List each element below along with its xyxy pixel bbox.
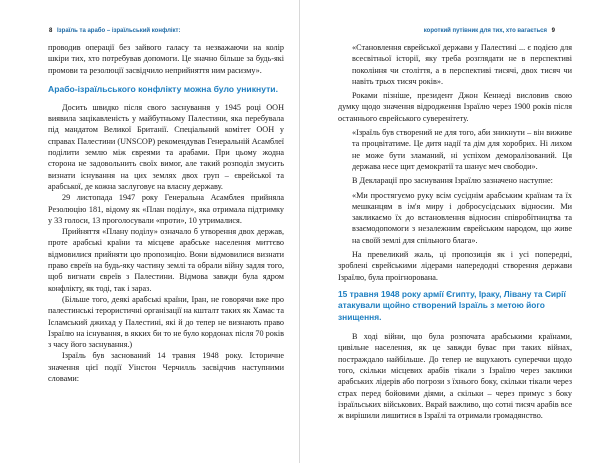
quote-text: «Ізраїль був створений не для того, аби зникнути – він виживе та процвітатиме. Це дитя надії та дім для хоробрих. Ні лихом не може бути зламаний, ні успіхом деморалізований. Ця держава несе щит демократії та шанує меч свободи».	[352, 128, 572, 171]
paragraph: В Декларації про заснування Ізраїлю зазначено наступне:	[352, 176, 553, 186]
right-page	[300, 0, 600, 463]
right-header-title: короткий путівник для тих, хто вагається	[423, 28, 547, 34]
quote-text: «Становлення єврейської держави у Палестині ... є подією для всесвітньої історії, яку треба розглядати не в перспективі покоління чи століття, а в перспективі тисячі, двох тисяч чи навіть трьох тисяч років».	[352, 43, 572, 86]
left-page-number: 8	[49, 28, 53, 34]
right-page-header	[424, 26, 558, 36]
paragraph: На превеликий жаль, ці пропозиція як і усі попередні, зроблені єврейськими лідерами напередодні створення держави Ізраїлю, була проігнорована.	[338, 250, 572, 282]
kennedy-quote	[338, 127, 572, 172]
paragraph: Прийняття «Плану поділу» означало б утворення двох держав, проте арабські країни та місцеве арабське населення миттєво відмовилися прийняти цю пропозицію. Вони відмовилися визнати право євреїв на будь-яку частину землі та обрали війну задля того, щоб вигнати євреїв з Палестини. Відмова завжди була ядром конфлікту, як тоді, так і зараз.	[48, 227, 284, 293]
quote-text: «Ми простягуємо руку всім сусіднім арабським країнам та їх мешканцям в ім'я миру і добросусідських відносин. Ми закликаємо їх до встановлення відносин співробітництва та взаємодопомоги з незалежним єврейським народом, що живе на своїй землі для спільного блага».	[352, 190, 572, 245]
left-page-header	[46, 26, 181, 36]
paragraph: 29 листопада 1947 року Генеральна Асамблея прийняла Резолюцію 181, відому як «План поділу», яка отримала підтримку у 33 голоси, 13 проголосували «проти», 10 утрималися.	[48, 193, 284, 225]
paragraph: В ході війни, що була розпочата арабськими країнами, цивільне населення, як це завжди буває при таких війнах, постраждало найбільше. До тепер не вщухають суперечки щодо того, скільки місцевих арабів тікали з Ізраїлю через заклики арабських лідерів або погрози з їхнього боку, скільки тікали через страх перед бойовими діями, а скільки – через примус з боку ізраїльських військових. Вкрай важливо, що сотні тисяч арабів все ж вирішили лишитися в Ізраїлі та отримали громадянство.	[338, 332, 572, 421]
paragraph: (Більше того, деякі арабські країни, Іран, не говорячи вже про палестинські терористичні організації на кшталт таких як Хамас та Ісламський джихад у Палестині, які й до тепер не визнають право Ізраїлю на існування, в якких би то не було кордонах після 70 років з часу його заснування.)	[48, 294, 284, 350]
right-page-number: 9	[551, 28, 555, 34]
paragraph: Ізраїль був заснований 14 травня 1948 року. Історичне значення цієї події Уінстон Черчилль засвідчив наступними словами:	[48, 351, 284, 384]
section-subheading: Арабо-ізраїльського конфлікту можна було уникнути.	[48, 83, 278, 94]
right-page-body	[338, 42, 572, 422]
paragraph: Досить швидко після свого заснування у 1945 році ООН виявила зацікавленість у майбутньому Палестини, яка перебувала під мандатом Великої Британії. Спеціальний комітет ООН у справах Палестини (UNSCOP) рекомендував Генеральній Асамблеї поділити землю між євреями та арабами. При цьому жодна сторона не задовольнить своїх вимог, але такий розподіл змусить визнати існування на цих землях двох груп – єврейської та арабської, де кожна заслуговує на власну державу.	[48, 102, 284, 191]
churchill-quote	[338, 42, 572, 87]
paragraph: проводив операції без зайвого галасу та незважаючи на колір шкіри тих, хто потребував допомоги. Це значно більше за будь-які промови та резолюції засвідчило неприйняття ним расизму».	[48, 43, 284, 75]
highlight-callout: 15 травня 1948 року армії Єгипту, Іраку, Лівану та Сирії атакували щойно створений Ізраїль з метою його знищення.	[338, 288, 566, 322]
left-header-title: Ізраїль та арабо – ізраїльський конфлікт:	[57, 28, 181, 34]
left-page-body	[48, 42, 284, 384]
paragraph: Роками пізніше, президент Джон Кеннеді висловив свою думку щодо значення відродження Ізраїлю через 1900 років після останнього єврейського суверенітету.	[338, 91, 572, 123]
declaration-quote	[338, 190, 572, 246]
